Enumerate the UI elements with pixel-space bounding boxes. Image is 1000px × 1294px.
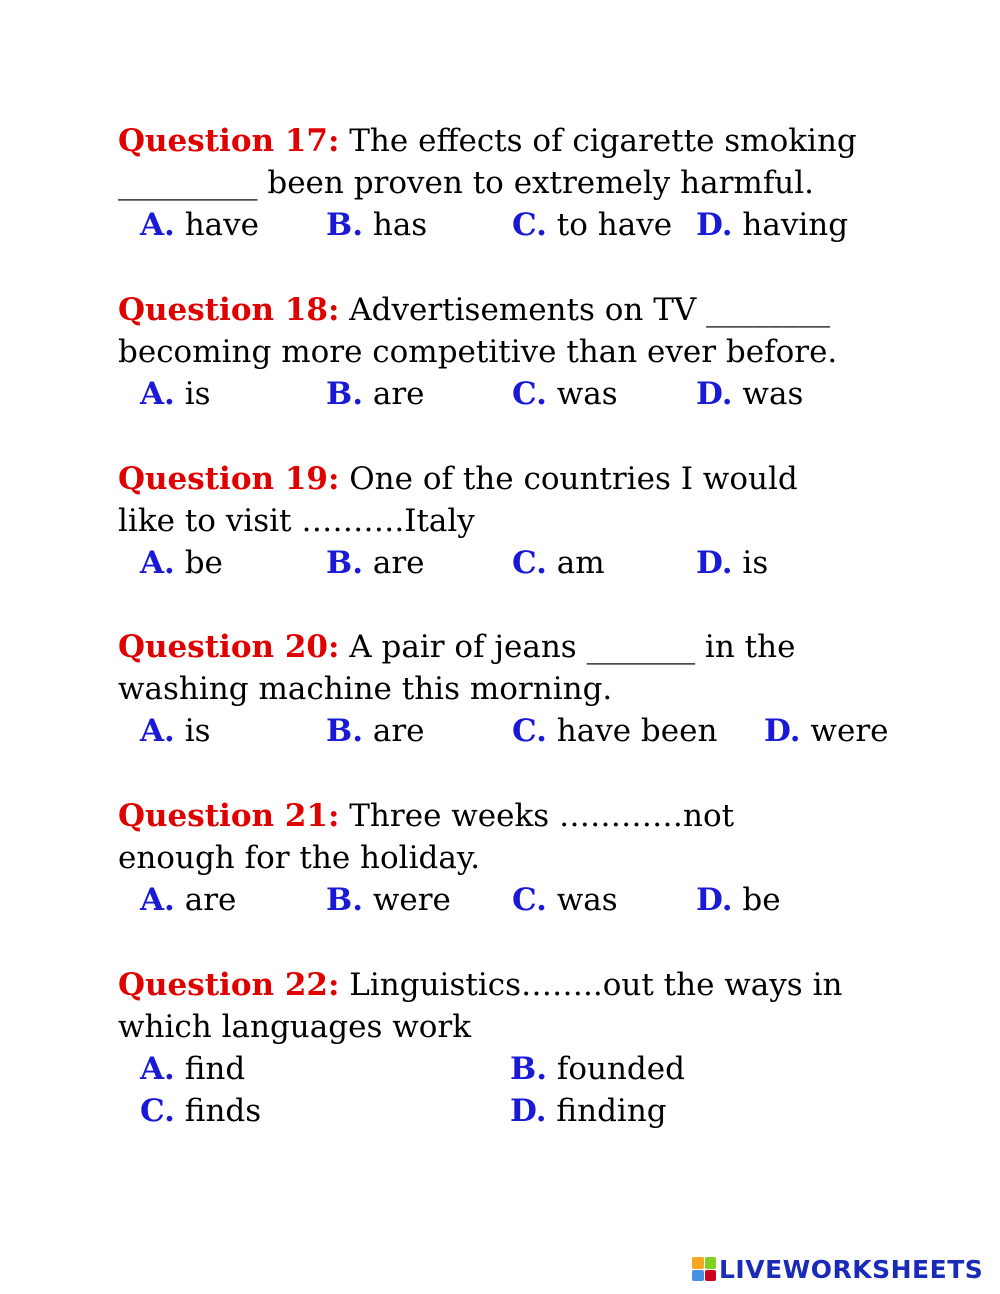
answer-options (118, 879, 958, 921)
option-b[interactable] (326, 542, 425, 584)
question-21 (118, 795, 958, 921)
answer-options (118, 1090, 958, 1132)
question-body: One of the countries I would like to visit ……….Italy (118, 461, 798, 539)
option-text: was (546, 882, 618, 918)
question-20 (118, 626, 958, 752)
option-letter: C. (512, 882, 547, 918)
question-label: Question 17: (118, 123, 340, 159)
question-body: Three weeks …………not enough for the holiday. (118, 798, 735, 876)
option-a[interactable] (140, 879, 236, 921)
option-text: have (174, 207, 260, 243)
question-text (118, 795, 958, 879)
logo-square (692, 1257, 704, 1269)
option-a[interactable] (140, 1048, 245, 1090)
option-letter: D. (696, 882, 733, 918)
option-text: having (732, 207, 849, 243)
option-a[interactable] (140, 710, 211, 752)
option-text: find (174, 1051, 246, 1087)
option-letter: C. (512, 545, 547, 581)
option-d[interactable] (510, 1090, 667, 1132)
option-text: founded (547, 1051, 685, 1087)
option-letter: D. (764, 713, 801, 749)
option-letter: B. (326, 207, 363, 243)
option-b[interactable] (510, 1048, 685, 1090)
question-label: Question 19: (118, 461, 340, 497)
option-c[interactable] (140, 1090, 261, 1132)
option-text: finding (546, 1093, 667, 1129)
option-letter: D. (696, 545, 733, 581)
option-c[interactable] (512, 204, 672, 246)
logo-square (692, 1270, 704, 1282)
option-text: to have (546, 207, 673, 243)
option-text: be (174, 545, 223, 581)
option-text: was (546, 376, 618, 412)
option-d[interactable] (696, 879, 781, 921)
answer-options (118, 373, 958, 415)
option-text: is (174, 713, 211, 749)
option-text: am (546, 545, 605, 581)
option-a[interactable] (140, 542, 223, 584)
option-text: are (363, 376, 425, 412)
option-c[interactable] (512, 710, 717, 752)
question-text (118, 120, 958, 204)
question-text (118, 964, 958, 1048)
option-d[interactable] (696, 542, 768, 584)
option-text: is (732, 545, 769, 581)
option-c[interactable] (512, 879, 618, 921)
option-text: were (363, 882, 451, 918)
option-letter: C. (512, 713, 547, 749)
option-text: has (363, 207, 428, 243)
option-letter: C. (512, 207, 547, 243)
option-letter: D. (696, 376, 733, 412)
option-letter: A. (140, 882, 175, 918)
option-b[interactable] (326, 879, 451, 921)
option-letter: D. (510, 1093, 547, 1129)
option-d[interactable] (696, 204, 848, 246)
option-letter: B. (510, 1051, 547, 1087)
question-text (118, 458, 958, 542)
question-body: The effects of cigarette smoking _________ been proven to extremely harmful. (118, 123, 857, 201)
logo-square (705, 1270, 717, 1282)
option-letter: C. (512, 376, 547, 412)
question-label: Question 20: (118, 629, 340, 665)
question-body: Advertisements on TV ________ becoming more competitive than ever before. (118, 292, 838, 370)
option-letter: A. (140, 1051, 175, 1087)
option-d[interactable] (764, 710, 888, 752)
option-b[interactable] (326, 373, 425, 415)
logo-square (705, 1257, 717, 1269)
option-letter: A. (140, 207, 175, 243)
answer-options (118, 542, 958, 584)
option-text: have been (546, 713, 718, 749)
option-letter: B. (326, 545, 363, 581)
answer-options (118, 1048, 958, 1090)
option-letter: A. (140, 713, 175, 749)
option-text: are (174, 882, 237, 918)
option-a[interactable] (140, 204, 259, 246)
logo-text: LIVEWORKSHEETS (719, 1254, 984, 1284)
option-text: were (800, 713, 889, 749)
liveworksheets-logo (692, 1252, 983, 1286)
option-text: are (363, 545, 425, 581)
option-letter: B. (326, 376, 363, 412)
option-text: are (363, 713, 425, 749)
option-d[interactable] (696, 373, 803, 415)
option-c[interactable] (512, 542, 605, 584)
question-text (118, 289, 958, 373)
question-19 (118, 458, 958, 584)
option-letter: A. (140, 545, 175, 581)
option-text: be (732, 882, 781, 918)
question-text (118, 626, 958, 710)
option-c[interactable] (512, 373, 618, 415)
option-b[interactable] (326, 204, 427, 246)
answer-options (118, 710, 958, 752)
option-text: was (732, 376, 804, 412)
question-17 (118, 120, 958, 246)
question-18 (118, 289, 958, 415)
question-label: Question 22: (118, 967, 340, 1003)
question-22 (118, 964, 958, 1132)
question-label: Question 18: (118, 292, 340, 328)
option-text: finds (174, 1093, 262, 1129)
question-label: Question 21: (118, 798, 340, 834)
option-letter: A. (140, 376, 175, 412)
option-text: is (174, 376, 211, 412)
option-letter: B. (326, 713, 363, 749)
logo-mark-icon (692, 1257, 716, 1281)
option-b[interactable] (326, 710, 425, 752)
answer-options (118, 204, 958, 246)
option-letter: C. (140, 1093, 175, 1129)
question-body: Linguistics……..out the ways in which languages work (118, 967, 843, 1045)
option-letter: D. (696, 207, 733, 243)
option-a[interactable] (140, 373, 211, 415)
question-body: A pair of jeans _______ in the washing machine this morning. (118, 629, 796, 707)
option-letter: B. (326, 882, 363, 918)
